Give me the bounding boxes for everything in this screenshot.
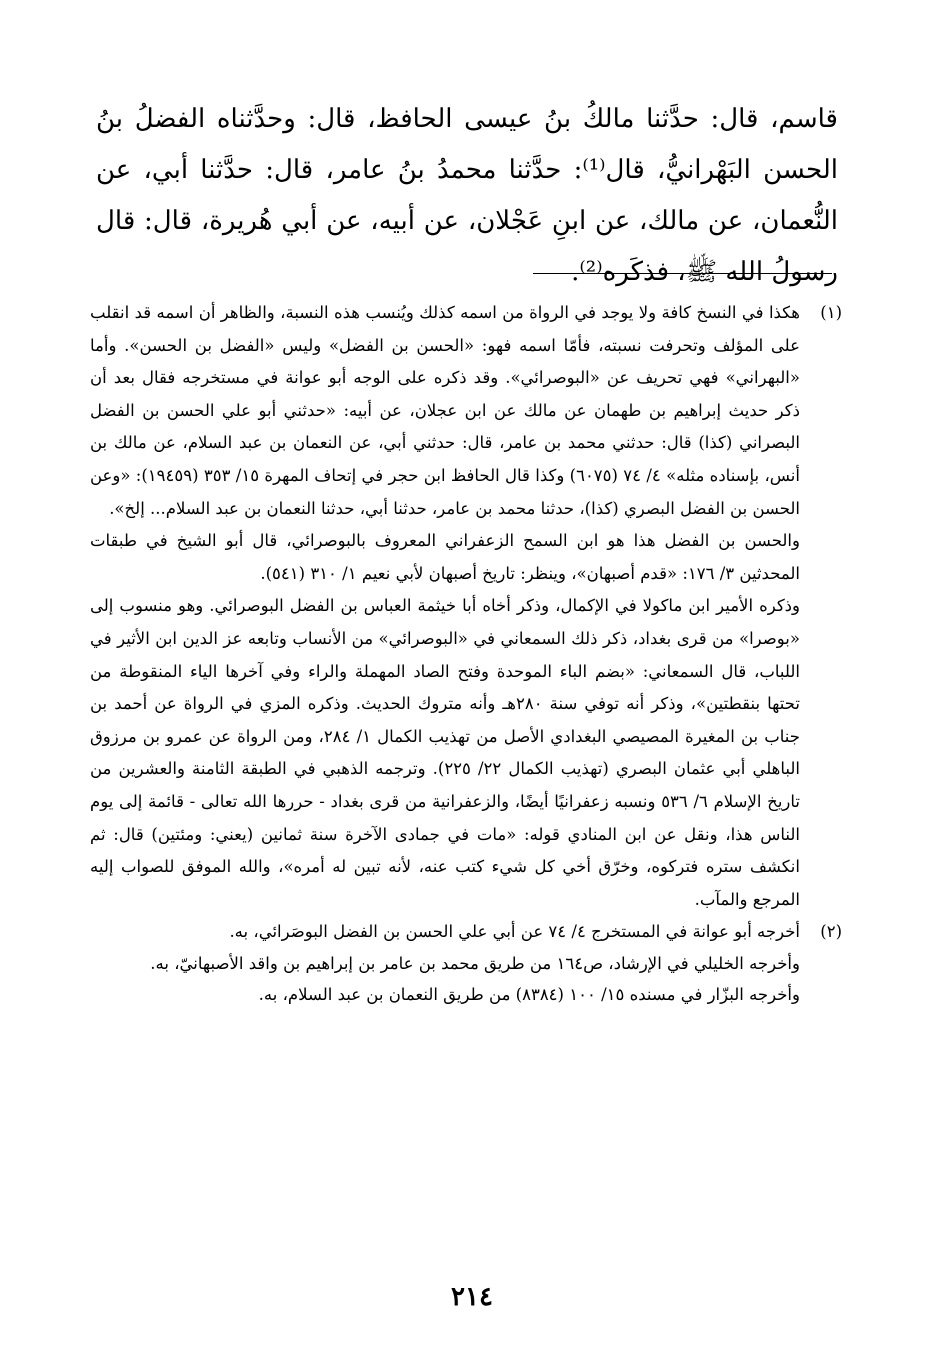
footnote-body <box>90 916 800 1011</box>
footnote-paragraph: والحسن بن الفضل هذا هو ابن السمح الزعفراني المعروف بالبوصرائي، قال أبو الشيخ في طبقات المحدثين ٣/ ١٧٦: «قدم أصبهان»، وينظر: تاريخ أصبهان لأبي نعيم ١/ ٣١٠ (٥٤١). <box>90 531 800 583</box>
footnote-paragraph: هكذا في النسخ كافة ولا يوجد في الرواة من اسمه كذلك ويُنسب هذه النسبة، والظاهر أن اسمه قد انقلب على المؤلف وتحرفت نسبته، فأمّا اسمه فهو: «الحسن بن الفضل» وليس «الفضل بن الحسن». وأما «البهراني» فهي تحريف عن «البوصرائي». وقد ذكره على الوجه أبو عوانة في مستخرجه فقال بعد أن ذكر حديث إبراهيم بن طهمان عن مالك عن ابن عجلان، عن أبيه: «حدثني أبو علي الحسن بن الفضل البصراني (كذا) قال: حدثني محمد بن عامر، قال: حدثني أبي، عن النعمان بن عبد السلام، عن مالك بن أنس، بإسناده مثله» ٤/ ٧٤ (٦٠٧٥) وكذا قال الحافظ ابن حجر في إتحاف المهرة ١٥/ ٣٥٣ (١٩٤٥٩): «وعن الحسن بن الفضل البصري (كذا)، حدثنا محمد بن عامر، حدثنا أبي، حدثنا النعمان بن عبد السلام... إلخ». <box>90 303 800 518</box>
footnote-paragraph: أخرجه أبو عوانة في المستخرج ٤/ ٧٤ عن أبي علي الحسن بن الفضل البوصَرائي، به. <box>229 922 800 942</box>
main-paragraph: قاسم، قال: حدَّثنا مالكُ بنُ عيسى الحافظ، قال: وحدَّثناه الفضلُ بنُ الحسن البَهْرانيُّ، قال⁽¹⁾: حدَّثنا محمدُ بنُ عامر، قال: حدَّثنا أبي، عن النُّعمان، عن مالك، عن ابنِ عَجْلان، عن أبيه، عن أبي هُريرة، قال: قال رسولُ الله ﷺ، فذكَره⁽²⁾. <box>96 104 838 287</box>
footnote-separator <box>533 273 832 274</box>
footnote-1 <box>90 297 842 916</box>
page-number: ٢١٤ <box>451 1282 493 1312</box>
footnotes <box>90 297 842 1011</box>
footnote-paragraph: وذكره الأمير ابن ماكولا في الإكمال، وذكر أخاه أبا خيثمة العباس بن الفضل البوصرائي. وهو منسوب إلى «بوصرا» من قرى بغداد، ذكر ذلك السمعاني في «البوصرائي» من الأنساب وتابعه عز الدين ابن الأثير في اللباب، قال السمعاني: «بضم الباء الموحدة وفتح الصاد المهملة والراء وفي آخرها الياء المنقوطة من تحتها بنقطتين»، وذكر أنه توفي سنة ٢٨٠هـ وأنه متروك الحديث. وذكره المزي في الرواة عن أحمد بن جناب بن المغيرة المصيصي البغدادي الأصل من تهذيب الكمال ١/ ٢٨٤، ومن الرواة عن عمرو بن مرزوق الباهلي أبي عثمان البصري (تهذيب الكمال ٢٢/ ٢٢٥). وترجمه الذهبي في الطبقة الثامنة والعشرين من تاريخ الإسلام ٦/ ٥٣٦ ونسبه زعفرانيًا أيضًا، والزعفرانية من قرى بغداد - حررها الله تعالى - قائمة إلى يوم الناس هذا، ونقل عن ابن المنادي قوله: «مات في جمادى الآخرة سنة ثمانين (يعني: ومئتين) قال: ثم انكشف ستره فتركوه، وخرّق أخي كل شيء كتب عنه، لأنه تبين له أمره»، والله الموفق للصواب إليه المرجع والمآب. <box>90 596 800 909</box>
footnote-number: (٢) <box>820 922 842 942</box>
footnote-2 <box>90 916 842 1011</box>
footnote-body <box>90 297 800 916</box>
main-text <box>96 94 838 298</box>
footnote-paragraph: وأخرجه البزّار في مسنده ١٥/ ١٠٠ (٨٣٨٤) من طريق النعمان بن عبد السلام، به. <box>258 985 800 1005</box>
footnote-paragraph: وأخرجه الخليلي في الإرشاد، ص١٦٤ من طريق محمد بن عامر بن إبراهيم بن واقد الأصبهانيّ، به. <box>150 953 800 973</box>
footnote-number: (١) <box>820 303 842 322</box>
